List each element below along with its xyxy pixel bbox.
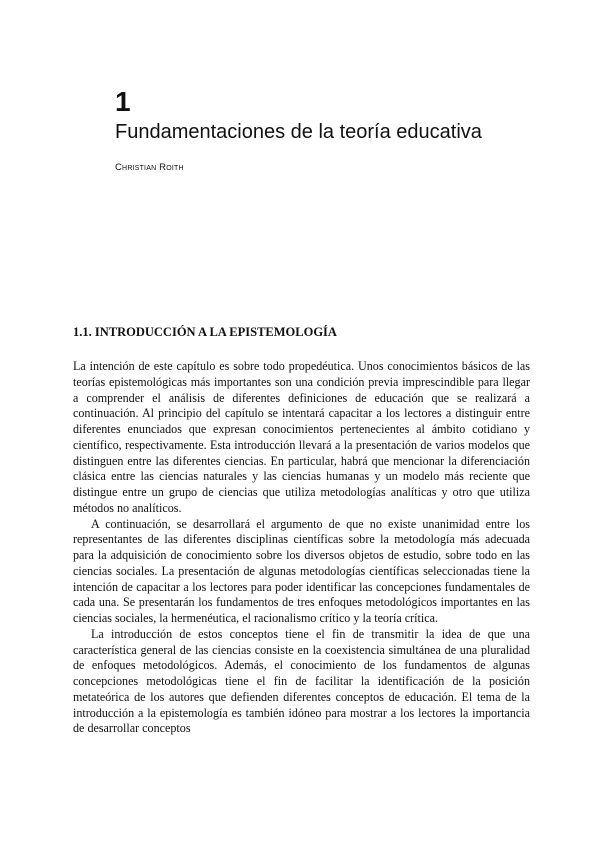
- chapter-title: Fundamentaciones de la teoría educativa: [115, 121, 482, 143]
- body-text: [73, 359, 530, 737]
- chapter-number: 1: [115, 86, 131, 117]
- paragraph-2: A continuación, se desarrollará el argumento de que no existe unanimidad entre los representantes de las diferentes disciplinas científicas sobre la metodología más adecuada para la adquisición de conocimiento sobre los diversos objetos de estudio, sobre todo en las ciencias sociales. La presentación de algunas metodologías científicas seleccionadas tiene la intención de capacitar a los lectores para poder identificar las concepciones fundamentales de cada una. Se presentarán los fundamentos de tres enfoques metodológicos importantes en las ciencias sociales, la hermenéutica, el racionalismo crítico y la teoría crítica.: [73, 516, 530, 625]
- paragraph-1: La intención de este capítulo es sobre todo propedéutica. Unos conocimientos básicos de las teorías epistemológicas más importantes son una condición previa imprescindible para llegar a comprender el análisis de diferentes definiciones de educación que se realizará a continuación. Al principio del capítulo se intentará capacitar a los lectores a distinguir entre diferentes enunciados que expresan conocimientos pertenecientes al ámbito cotidiano y científico, respectivamente. Esta introducción llevará a la presentación de varios modelos que distinguen entre las diferentes ciencias. En particular, habrá que mencionar la diferenciación clásica entre las ciencias naturales y las ciencias humanas y un modelo más reciente que distingue entre un grupo de ciencias que utiliza metodologías analíticas y otro que utiliza métodos no analíticos.: [73, 359, 530, 515]
- paragraph-3: La introducción de estos conceptos tiene el fin de transmitir la idea de que una característica general de las ciencias consiste en la coexistencia simultánea de una pluralidad de enfoques metodológicos. Además, el conocimiento de los fundamentos de algunas concepciones metodológicas tiene el fin de facilitar la identificación de la posición metateórica de los autores que defienden diferentes conceptos de educación. El tema de la introducción a la epistemología es también idóneo para mostrar a los lectores la importancia de desarrollar conceptos: [73, 626, 530, 736]
- section-heading: 1.1. INTRODUCCIÓN A LA EPISTEMOLOGÍA: [73, 325, 337, 339]
- chapter-author: Christian Roith: [115, 162, 184, 173]
